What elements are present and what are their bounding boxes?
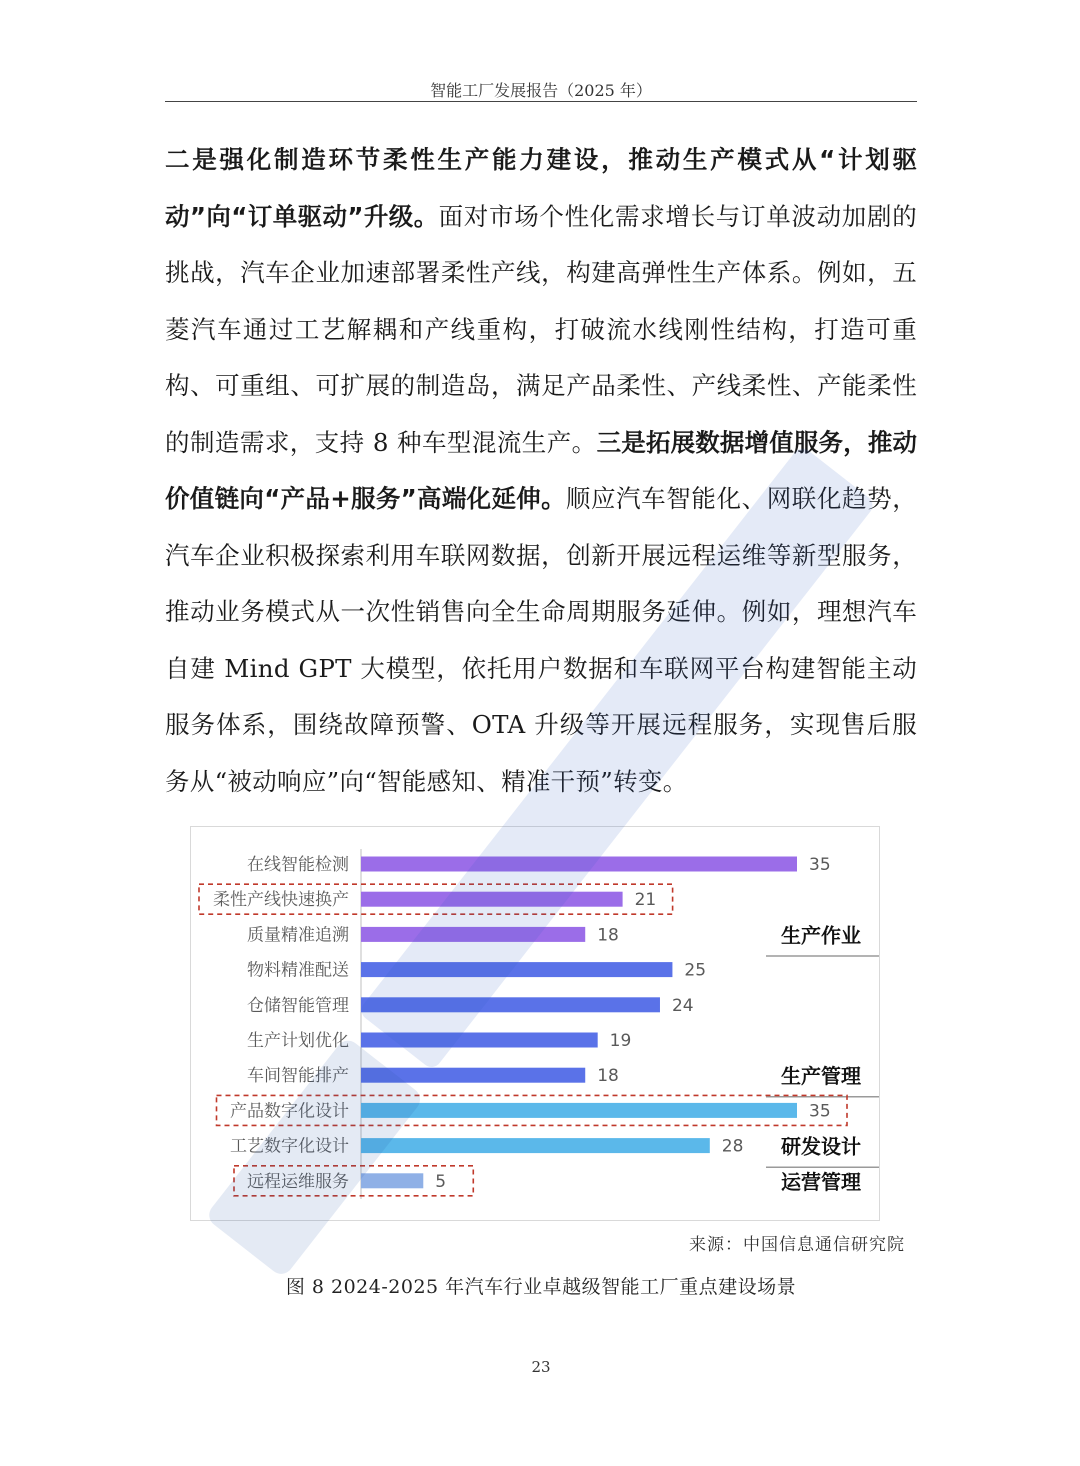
bar: [361, 1103, 797, 1118]
category-label: 产品数字化设计: [230, 1101, 349, 1122]
page-number: 23: [531, 1358, 551, 1376]
category-label: 质量精准追溯: [247, 925, 349, 946]
category-label: 车间智能排产: [247, 1066, 349, 1087]
body-text-1: 面对市场个性化需求增长与订单波动加剧的挑战，汽车企业加速部署柔性产线，构建高弹性生产体系。例如，五菱汽车通过工艺解耦和产线重构，打破流水线刚性结构，打造可重构、可重组、可扩展的制造岛，满足产品柔性、产线柔性、产能柔性的制造需求，支持 8 种车型混流生产。: [165, 201, 917, 457]
value-label: 18: [597, 925, 619, 946]
bar: [361, 1033, 598, 1048]
category-label: 柔性产线快速换产: [213, 890, 349, 911]
group-label: 研发设计: [781, 1134, 861, 1159]
figure-caption: 图 8 2024-2025 年汽车行业卓越级智能工厂重点建设场景: [285, 1276, 797, 1298]
figure-source: 来源：中国信息通信研究院: [689, 1235, 905, 1255]
value-label: 24: [671, 995, 694, 1016]
category-label: 工艺数字化设计: [230, 1136, 349, 1157]
category-label: 远程运维服务: [247, 1171, 349, 1192]
category-label: 生产计划优化: [247, 1031, 349, 1051]
group-label: 运营管理: [781, 1169, 861, 1194]
bar: [361, 857, 797, 872]
bar: [361, 927, 585, 942]
value-label: 18: [597, 1066, 619, 1087]
value-label: 19: [609, 1031, 632, 1051]
running-header: 智能工厂发展报告（2025 年）: [430, 81, 652, 100]
bar-chart-figure: [190, 826, 880, 1221]
value-label: 25: [684, 960, 707, 981]
bar-chart: [191, 827, 879, 1220]
bar: [361, 997, 660, 1012]
value-label: 28: [721, 1136, 744, 1157]
value-label: 21: [634, 890, 657, 911]
value-label: 5: [435, 1171, 447, 1192]
body-paragraph: [165, 132, 917, 810]
group-label: 生产作业: [781, 923, 861, 948]
category-label: 在线智能检测: [247, 855, 349, 875]
value-label: 35: [809, 1101, 831, 1122]
body-text-2: 顺应汽车智能化、网联化趋势，汽车企业积极探索利用车联网数据，创新开展远程运维等新型服务，推动业务模式从一次性销售向全生命周期服务延伸。例如，理想汽车自建 Mind GPT 大模型，依托用户数据和车联网平台构建智能主动服务体系，围绕故障预警、OTA 升级等开展远程服务，实现售后服务从“被动响应”向“智能感知、精准干预”转变。: [165, 484, 918, 796]
bar: [361, 892, 623, 907]
bar: [361, 1173, 423, 1188]
bold-lead-2: 三是拓展数据增值服务，推动价值链向“产品+服务”高端化延伸。: [165, 427, 917, 513]
bar: [361, 962, 672, 977]
bar: [361, 1138, 710, 1153]
header-rule: [165, 101, 917, 102]
value-label: 35: [809, 855, 831, 875]
category-label: 仓储智能管理: [247, 995, 349, 1016]
category-label: 物料精准配送: [247, 960, 349, 981]
bar: [361, 1068, 585, 1083]
group-label: 生产管理: [781, 1064, 861, 1089]
bold-lead-1: 二是强化制造环节柔性生产能力建设，推动生产模式从“计划驱动”向“订单驱动”升级。: [165, 145, 917, 231]
